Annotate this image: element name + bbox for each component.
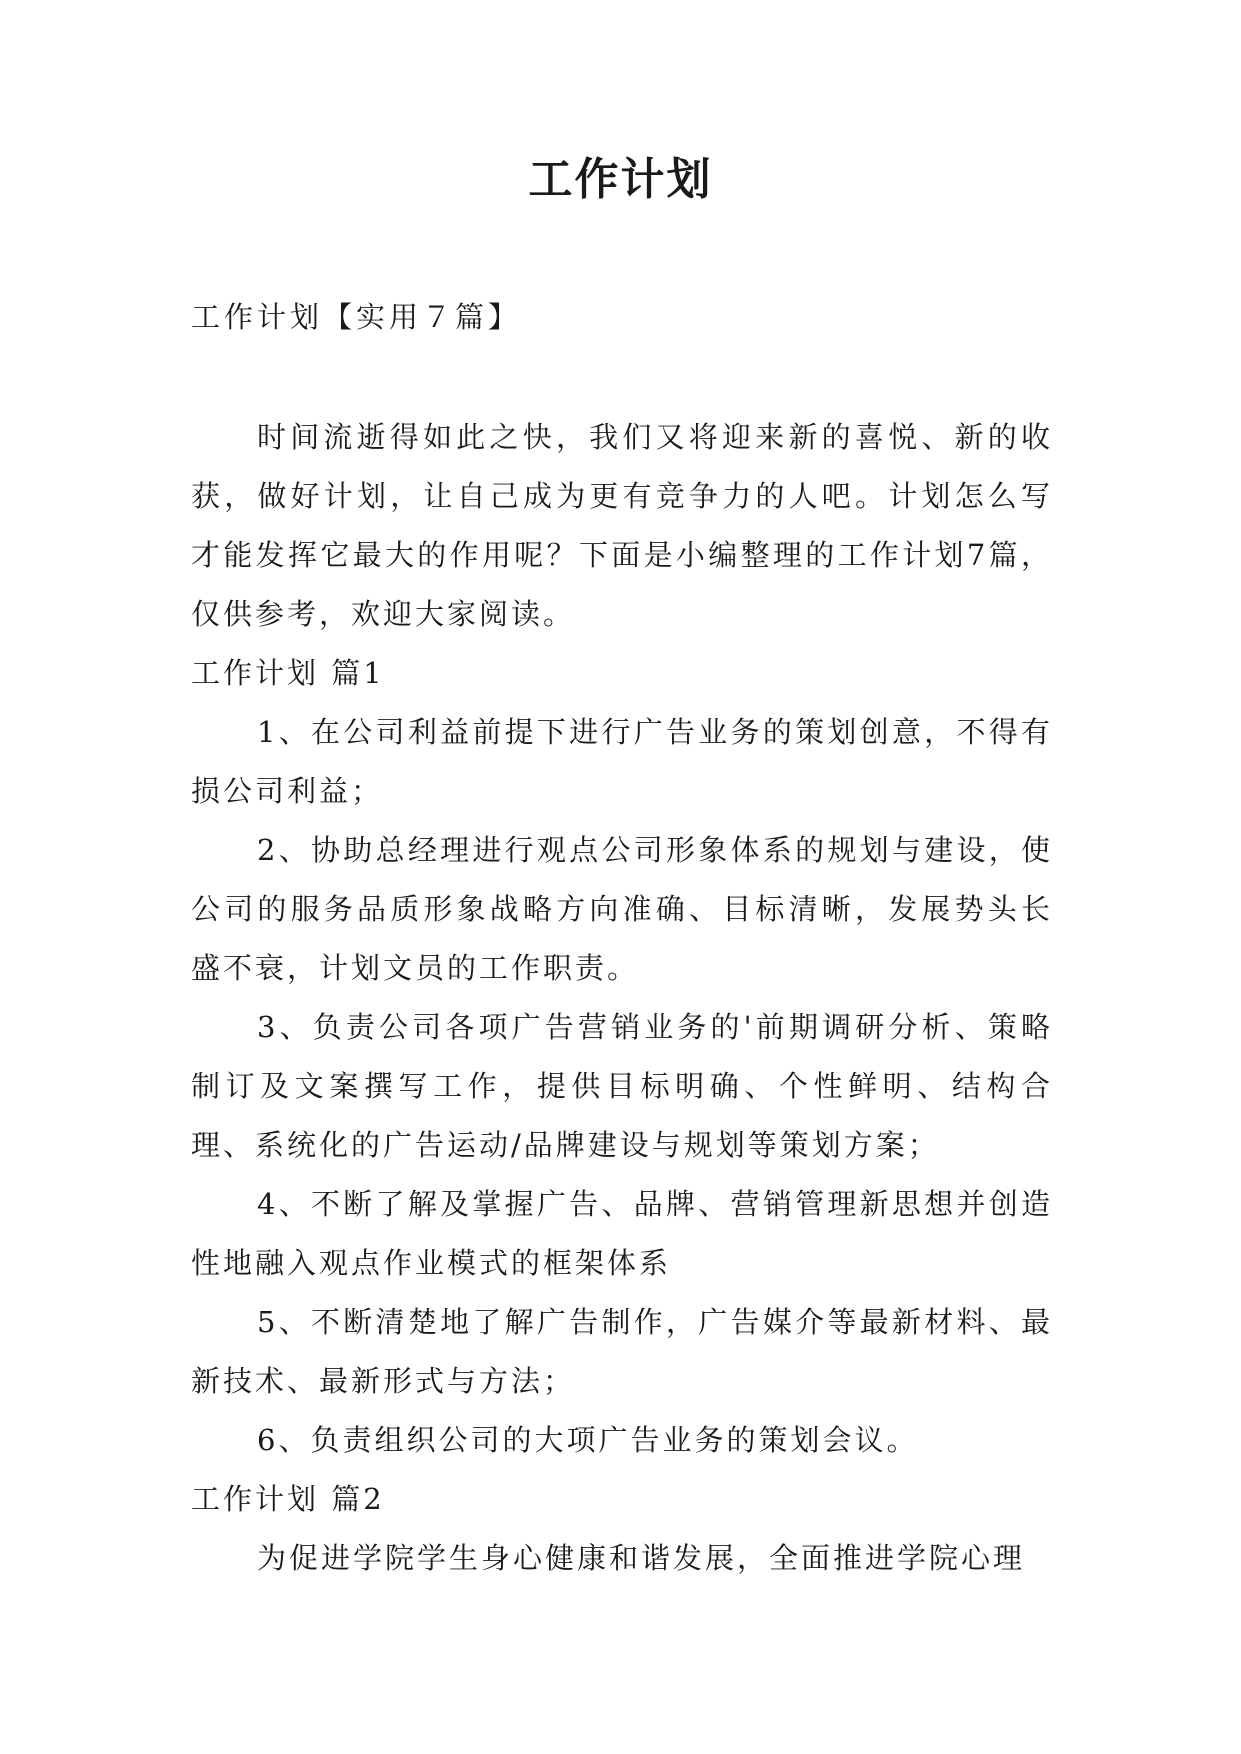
section-heading-2: 工作计划 篇2 xyxy=(191,1482,385,1516)
section1-item-1: 1、在公司利益前提下进行广告业务的策划创意，不得有损公司利益； xyxy=(191,715,1053,808)
document-subtitle: 工作计划【实用７篇】 xyxy=(191,300,522,334)
section1-item-3: 3、负责公司各项广告营销业务的'前期调研分析、策略制订及文案撰写工作，提供目标明确、个性鲜明、结构合理、系统化的广告运动/品牌建设与规划等策划方案； xyxy=(191,1010,1053,1162)
section1-item-5: 5、不断清楚地了解广告制作，广告媒介等最新材料、最新技术、最新形式与方法； xyxy=(191,1305,1053,1398)
section2-item-1: 为促进学院学生身心健康和谐发展，全面推进学院心理 xyxy=(257,1541,1026,1575)
document-body xyxy=(191,288,1053,1588)
document-title: 工作计划 xyxy=(528,154,713,205)
section1-item-6: 6、负责组织公司的大项广告业务的策划会议。 xyxy=(257,1423,919,1457)
section1-item-2: 2、协助总经理进行观点公司形象体系的规划与建设，使公司的服务品质形象战略方向准确、目标清晰，发展势头长盛不衰，计划文员的工作职责。 xyxy=(191,833,1053,985)
section1-item-4: 4、不断了解及掌握广告、品牌、营销管理新思想并创造性地融入观点作业模式的框架体系 xyxy=(191,1187,1053,1280)
intro-paragraph: 时间流逝得如此之快，我们又将迎来新的喜悦、新的收获，做好计划，让自己成为更有竞争力的人吧。计划怎么写才能发挥它最大的作用呢？下面是小编整理的工作计划7篇，仅供参考，欢迎大家阅读。 xyxy=(191,420,1053,631)
section-heading-1: 工作计划 篇1 xyxy=(191,656,385,690)
